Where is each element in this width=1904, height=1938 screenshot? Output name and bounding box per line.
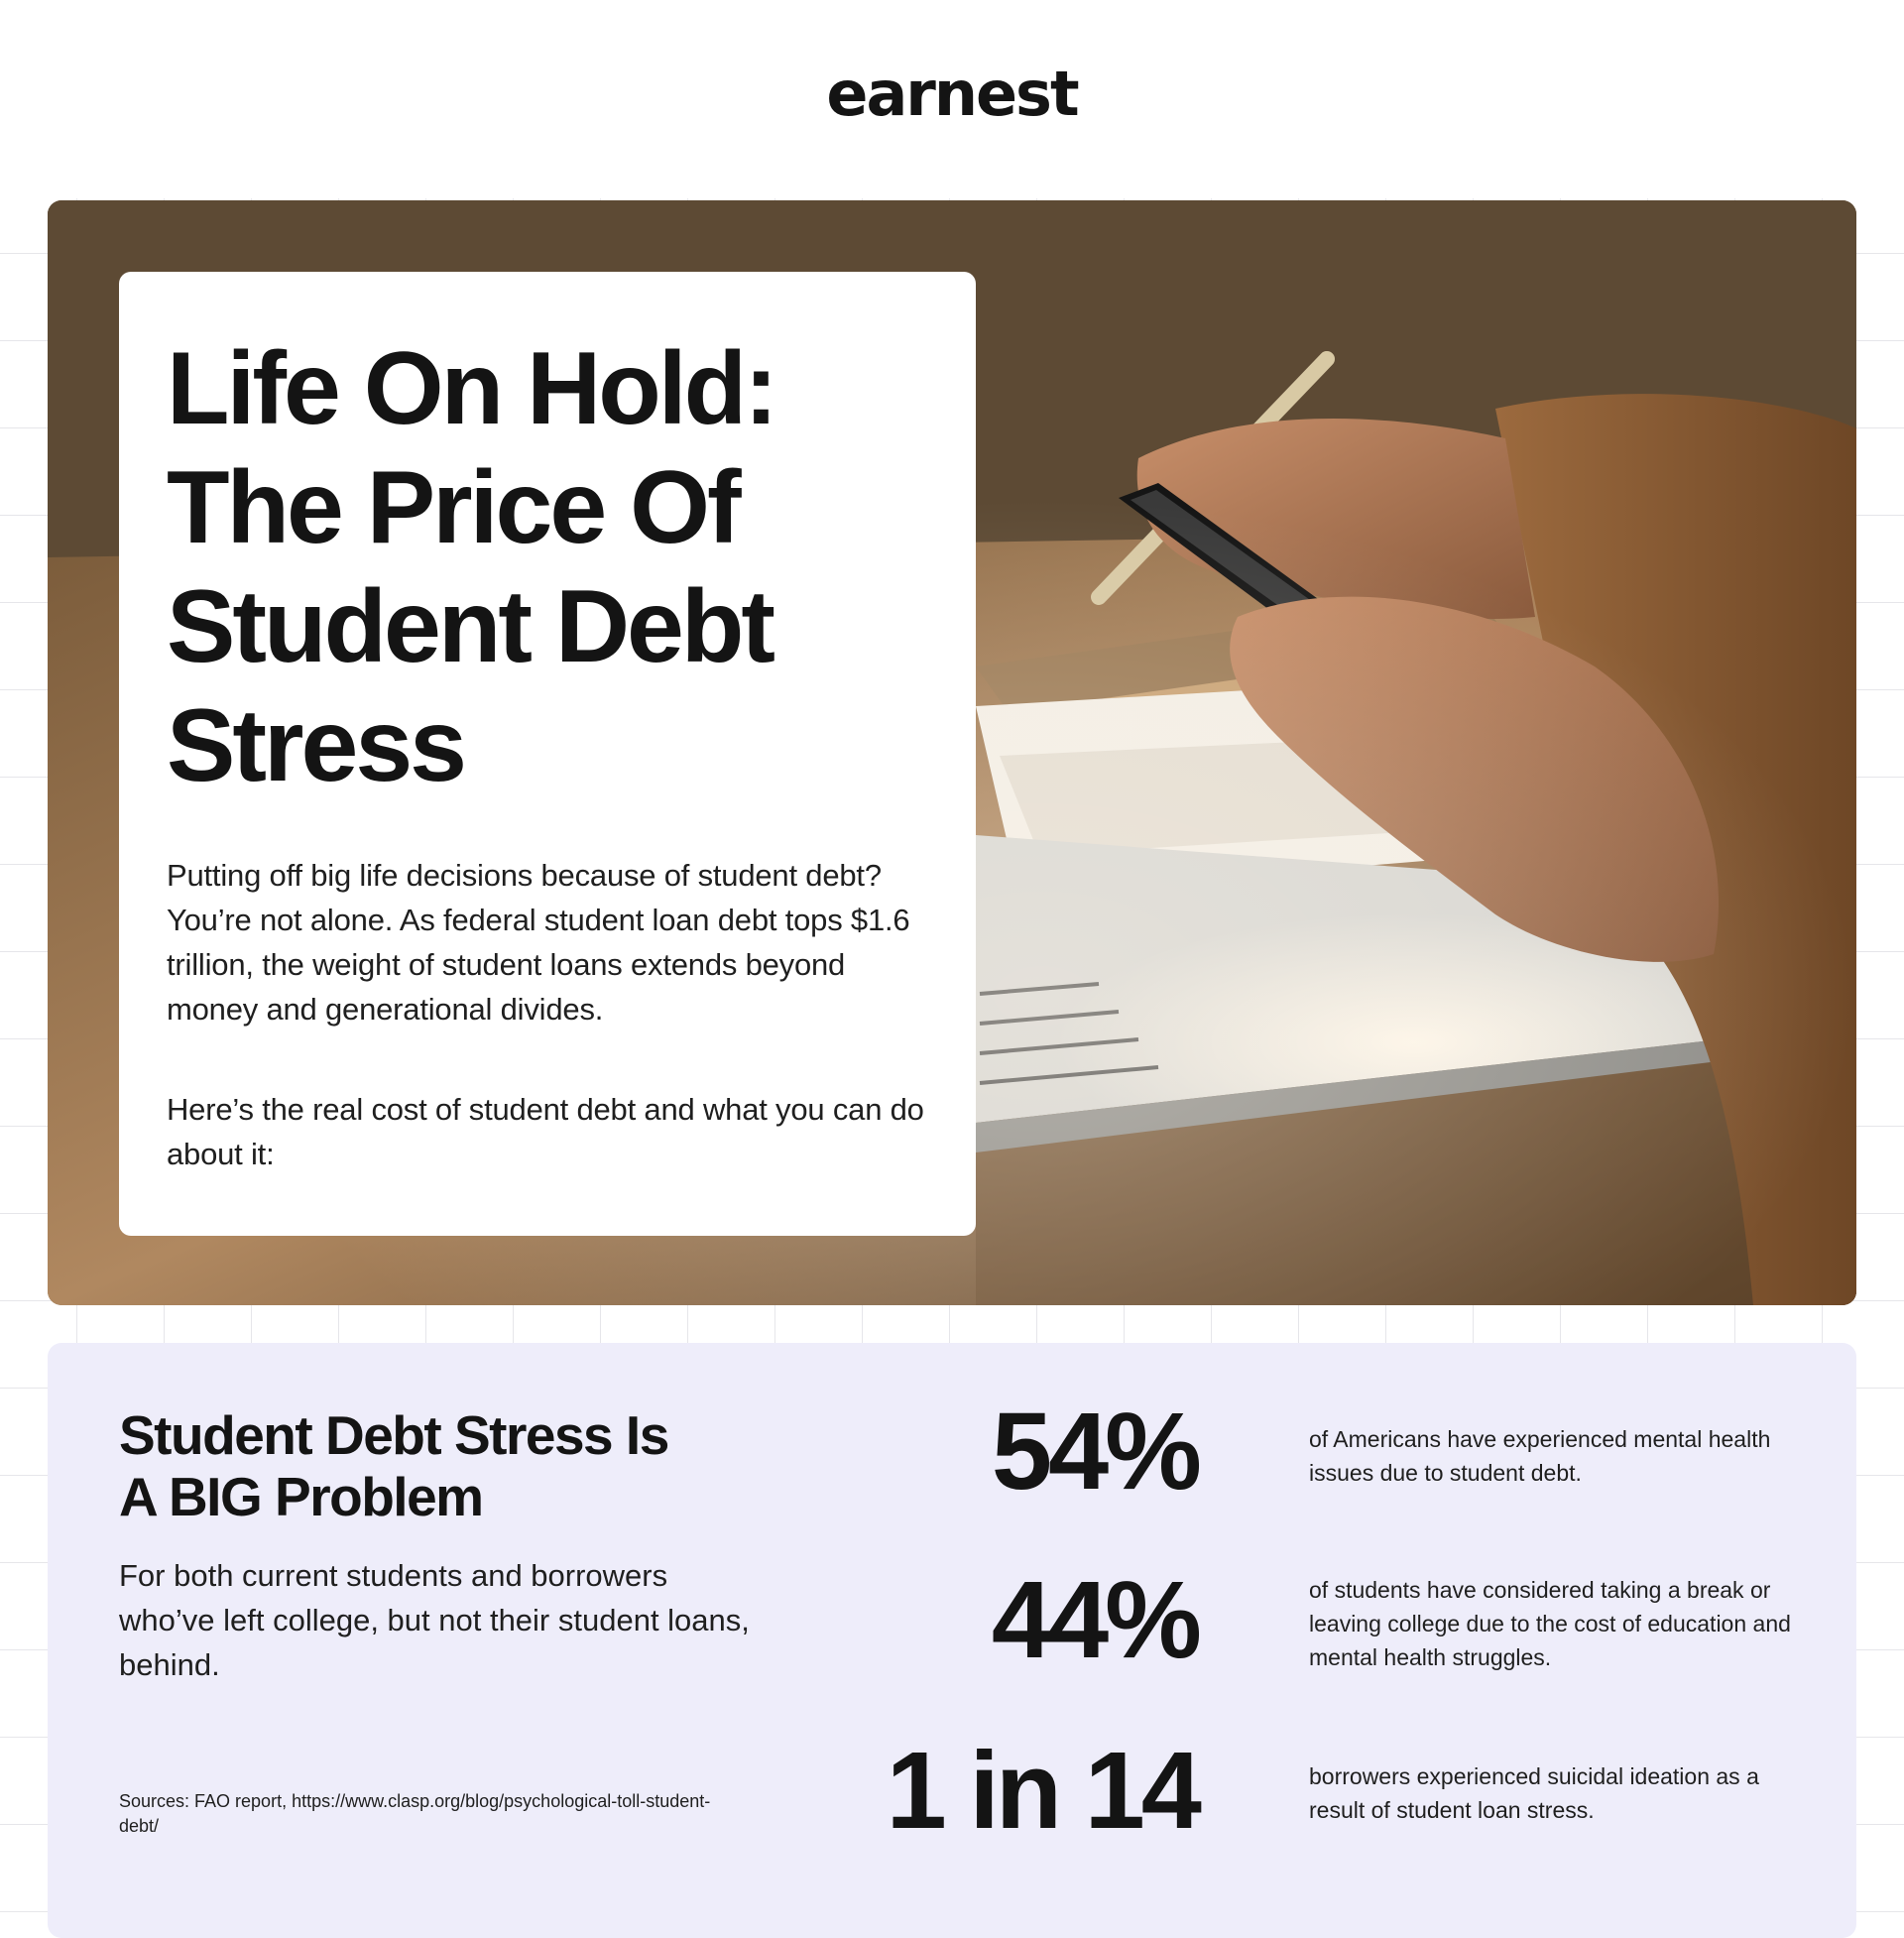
stats-heading: Student Debt Stress Is A BIG Problem [119,1404,668,1527]
hero-text-card [119,272,976,1236]
stat-value: 54% [991,1391,1198,1513]
earnest-logo[interactable]: earnest [826,57,1078,130]
header [0,0,1904,198]
stat-value: 1 in 14 [886,1730,1198,1852]
sources-note: Sources: FAO report, https://www.clasp.org/blog/psychological-toll-student-debt/ [119,1791,711,1836]
hero-intro: Putting off big life decisions because of student debt? You’re not alone. As federal student loan debt tops $1.6 trillion, the weight of student loans extends beyond money and generational divides. [167,858,910,1027]
stat-description: of Americans have experienced mental health issues due to student debt. [1309,1426,1771,1486]
stat-item [742,1393,1833,1531]
stat-description: borrowers experienced suicidal ideation as a result of student loan stress. [1309,1763,1759,1823]
stat-item [742,1561,1833,1700]
page-title: Life On Hold: The Price Of Student Debt Stress [167,331,775,803]
stats-panel [48,1343,1856,1938]
hero-cta-text: Here’s the real cost of student debt and what you can do about it: [167,1092,924,1171]
stat-item [742,1732,1833,1871]
stat-description: of students have considered taking a break or leaving college due to the cost of education and mental health struggles. [1309,1577,1791,1670]
stat-value: 44% [991,1559,1198,1681]
hero-banner [48,200,1856,1305]
stats-body: For both current students and borrowers who’ve left college, but not their student loans, behind. [119,1558,750,1682]
